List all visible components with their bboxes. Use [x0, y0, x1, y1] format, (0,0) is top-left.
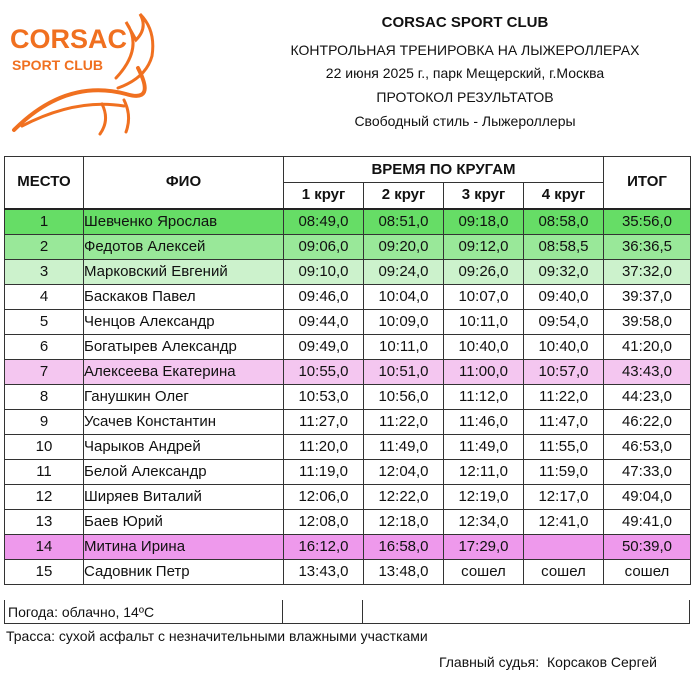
table-row [5, 409, 691, 434]
lap2-cell: 10:56,0 [364, 384, 444, 409]
lap3-cell: 12:34,0 [444, 509, 524, 534]
lap1-cell: 09:06,0 [284, 234, 364, 259]
col-header-name: ФИО [84, 157, 284, 209]
lap1-cell: 09:44,0 [284, 309, 364, 334]
lap1-cell: 11:27,0 [284, 409, 364, 434]
lap1-cell: 12:06,0 [284, 484, 364, 509]
lap1-cell: 13:43,0 [284, 559, 364, 584]
lap2-cell: 11:49,0 [364, 434, 444, 459]
lap3-cell: 17:29,0 [444, 534, 524, 559]
lap2-cell: 08:51,0 [364, 209, 444, 235]
table-row [5, 359, 691, 384]
total-cell: 49:41,0 [604, 509, 691, 534]
lap1-cell: 10:55,0 [284, 359, 364, 384]
name-cell: Федотов Алексей [84, 234, 284, 259]
lap4-cell: 11:55,0 [524, 434, 604, 459]
logo-wordmark: CORSAC [10, 24, 128, 54]
lap4-cell: сошел [524, 559, 604, 584]
style-title: Свободный стиль - Лыжероллеры [354, 113, 576, 129]
lap2-cell: 12:04,0 [364, 459, 444, 484]
table-row [5, 309, 691, 334]
chief-judge [435, 654, 657, 670]
fox-logo-icon [6, 8, 164, 136]
lap1-cell: 12:08,0 [284, 509, 364, 534]
lap3-cell: 10:11,0 [444, 309, 524, 334]
table-row [5, 434, 691, 459]
col-header-laps: ВРЕМЯ ПО КРУГАМ [284, 157, 604, 183]
place-cell: 3 [5, 259, 84, 284]
event-date-place: 22 июня 2025 г., парк Мещерский, г.Москва [325, 65, 605, 81]
lap4-cell: 12:17,0 [524, 484, 604, 509]
lap2-cell: 12:22,0 [364, 484, 444, 509]
place-cell: 9 [5, 409, 84, 434]
lap2-cell: 09:24,0 [364, 259, 444, 284]
club-logo [6, 8, 164, 136]
name-cell: Марковский Евгений [84, 259, 284, 284]
lap2-cell: 13:48,0 [364, 559, 444, 584]
table-row [5, 234, 691, 259]
col-header-lap3: 3 круг [444, 183, 524, 209]
col-header-lap1: 1 круг [284, 183, 364, 209]
lap3-cell: 12:11,0 [444, 459, 524, 484]
table-row [5, 534, 691, 559]
lap3-cell: 11:46,0 [444, 409, 524, 434]
place-cell: 1 [5, 209, 84, 235]
name-cell: Садовник Петр [84, 559, 284, 584]
lap4-cell: 12:41,0 [524, 509, 604, 534]
event-title: КОНТРОЛЬНАЯ ТРЕНИРОВКА НА ЛЫЖЕРОЛЛЕРАХ [290, 42, 640, 58]
lap3-cell: 11:49,0 [444, 434, 524, 459]
place-cell: 8 [5, 384, 84, 409]
lap3-cell: 11:12,0 [444, 384, 524, 409]
lap2-cell: 10:09,0 [364, 309, 444, 334]
total-cell: 46:53,0 [604, 434, 691, 459]
place-cell: 15 [5, 559, 84, 584]
lap1-cell: 10:53,0 [284, 384, 364, 409]
lap3-cell: сошел [444, 559, 524, 584]
lap4-cell: 11:59,0 [524, 459, 604, 484]
lap4-cell [524, 534, 604, 559]
empty-cell [363, 600, 690, 624]
total-cell: 46:22,0 [604, 409, 691, 434]
protocol-title: ПРОТОКОЛ РЕЗУЛЬТАТОВ [376, 89, 554, 105]
place-cell: 6 [5, 334, 84, 359]
logo-subtitle: SPORT CLUB [12, 57, 103, 73]
lap4-cell: 09:40,0 [524, 284, 604, 309]
total-cell: 44:23,0 [604, 384, 691, 409]
lap3-cell: 10:40,0 [444, 334, 524, 359]
table-row [5, 484, 691, 509]
total-cell: 35:56,0 [604, 209, 691, 235]
total-cell: 39:37,0 [604, 284, 691, 309]
name-cell: Ганушкин Олег [84, 384, 284, 409]
lap4-cell: 09:32,0 [524, 259, 604, 284]
name-cell: Митина Ирина [84, 534, 284, 559]
lap3-cell: 09:26,0 [444, 259, 524, 284]
lap2-cell: 16:58,0 [364, 534, 444, 559]
lap2-cell: 11:22,0 [364, 409, 444, 434]
place-cell: 12 [5, 484, 84, 509]
lap2-cell: 10:51,0 [364, 359, 444, 384]
empty-cell [283, 600, 363, 624]
lap1-cell: 16:12,0 [284, 534, 364, 559]
col-header-place: МЕСТО [5, 157, 84, 209]
name-cell: Усачев Константин [84, 409, 284, 434]
lap3-cell: 09:18,0 [444, 209, 524, 235]
name-cell: Богатырев Александр [84, 334, 284, 359]
lap3-cell: 10:07,0 [444, 284, 524, 309]
lap3-cell: 12:19,0 [444, 484, 524, 509]
lap4-cell: 08:58,0 [524, 209, 604, 235]
lap2-cell: 10:11,0 [364, 334, 444, 359]
place-cell: 7 [5, 359, 84, 384]
col-header-lap4: 4 круг [524, 183, 604, 209]
place-cell: 14 [5, 534, 84, 559]
lap2-cell: 09:20,0 [364, 234, 444, 259]
col-header-total: ИТОГ [604, 157, 691, 209]
total-cell: 36:36,5 [604, 234, 691, 259]
lap4-cell: 11:47,0 [524, 409, 604, 434]
judge-label: Главный судья: [438, 654, 540, 670]
lap2-cell: 10:04,0 [364, 284, 444, 309]
lap4-cell: 10:40,0 [524, 334, 604, 359]
lap4-cell: 10:57,0 [524, 359, 604, 384]
lap1-cell: 09:49,0 [284, 334, 364, 359]
total-cell: 50:39,0 [604, 534, 691, 559]
name-cell: Ширяев Виталий [84, 484, 284, 509]
total-cell: 41:20,0 [604, 334, 691, 359]
club-title: CORSAC SPORT CLUB [381, 14, 549, 31]
table-row [5, 259, 691, 284]
table-row [5, 209, 691, 235]
lap2-cell: 12:18,0 [364, 509, 444, 534]
place-cell: 13 [5, 509, 84, 534]
col-header-lap2: 2 круг [364, 183, 444, 209]
lap1-cell: 09:10,0 [284, 259, 364, 284]
total-cell: 49:04,0 [604, 484, 691, 509]
table-row [5, 384, 691, 409]
name-cell: Алексеева Екатерина [84, 359, 284, 384]
lap3-cell: 09:12,0 [444, 234, 524, 259]
lap4-cell: 09:54,0 [524, 309, 604, 334]
name-cell: Ченцов Александр [84, 309, 284, 334]
lap4-cell: 11:22,0 [524, 384, 604, 409]
lap1-cell: 11:19,0 [284, 459, 364, 484]
lap1-cell: 11:20,0 [284, 434, 364, 459]
name-cell: Чарыков Андрей [84, 434, 284, 459]
lap1-cell: 08:49,0 [284, 209, 364, 235]
name-cell: Баев Юрий [84, 509, 284, 534]
table-row [5, 334, 691, 359]
total-cell: 39:58,0 [604, 309, 691, 334]
weather-note: Погода: облачно, 14ºС [4, 600, 283, 624]
lap4-cell: 08:58,5 [524, 234, 604, 259]
table-row [5, 284, 691, 309]
total-cell: сошел [604, 559, 691, 584]
track-note: Трасса: сухой асфальт с незначительными влажными участками [6, 628, 428, 644]
lap3-cell: 11:00,0 [444, 359, 524, 384]
table-row [5, 459, 691, 484]
place-cell: 11 [5, 459, 84, 484]
place-cell: 4 [5, 284, 84, 309]
judge-name: Корсаков Сергей [547, 654, 657, 670]
total-cell: 37:32,0 [604, 259, 691, 284]
table-row [5, 509, 691, 534]
results-table [4, 156, 691, 585]
total-cell: 47:33,0 [604, 459, 691, 484]
name-cell: Шевченко Ярослав [84, 209, 284, 235]
lap1-cell: 09:46,0 [284, 284, 364, 309]
place-cell: 5 [5, 309, 84, 334]
place-cell: 10 [5, 434, 84, 459]
name-cell: Баскаков Павел [84, 284, 284, 309]
table-row [5, 559, 691, 584]
total-cell: 43:43,0 [604, 359, 691, 384]
name-cell: Белой Александр [84, 459, 284, 484]
place-cell: 2 [5, 234, 84, 259]
